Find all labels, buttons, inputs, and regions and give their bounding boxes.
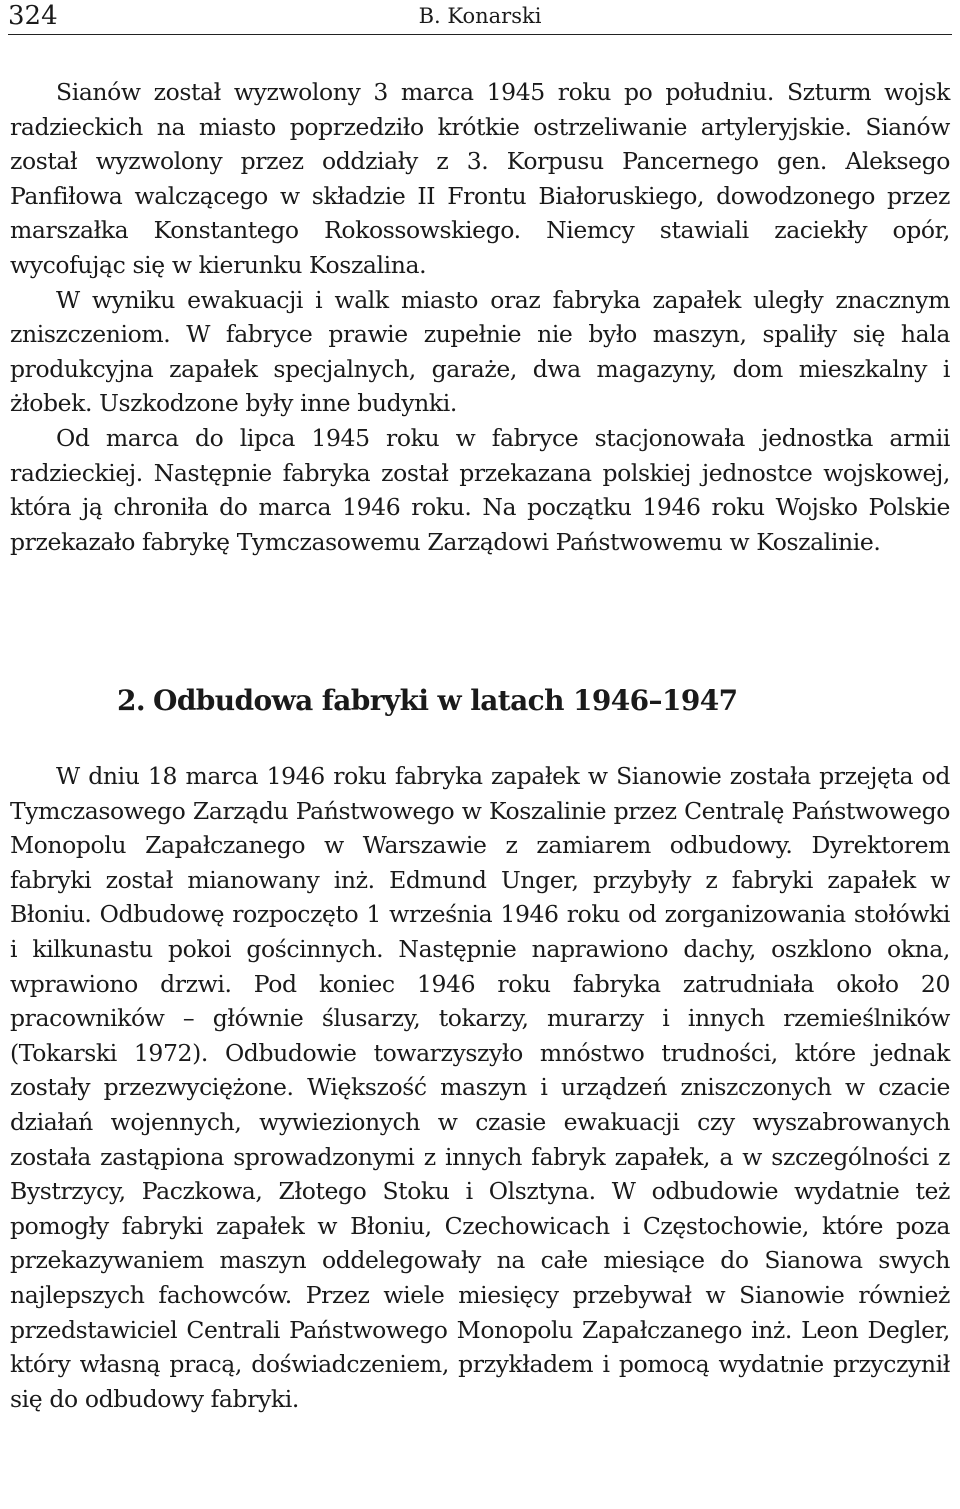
- section-title: Odbudowa fabryki w latach 1946–1947: [153, 684, 738, 717]
- paragraph: Sianów został wyzwolony 3 marca 1945 roku po południu. Szturm wojsk radzieckich na miasto poprzedziło krótkie ostrzeliwanie artyleryjskie. Sianów został wyzwolony przez oddziały z 3. Korpusu Pancernego gen. Aleksego Panfiłowa walczącego w składzie II Frontu Białoruskiego, dowodzonego przez marszałka Konstantego Rokossowskiego. Niemcy stawiali zaciekły opór, wycofując się w kierunku Koszalina.: [10, 78, 950, 279]
- paragraph: Od marca do lipca 1945 roku w fabryce stacjonowała jednostka armii radzieckiej. Następnie fabryka został przekazana polskiej jednostce wojskowej, która ją chroniła do marca 1946 roku. Na początku 1946 roku Wojsko Polskie przekazało fabrykę Tymczasowemu Zarządowi Państwowemu w Koszalinie.: [10, 423, 950, 556]
- section-heading: [117, 683, 737, 719]
- section-number: 2.: [117, 684, 146, 717]
- section-body-text: [10, 759, 950, 1416]
- page-header: [8, 0, 952, 35]
- body-text-block: [10, 75, 950, 559]
- paragraph: W dniu 18 marca 1946 roku fabryka zapałek w Sianowie została przejęta od Tymczasowego Zarządu Państwowego w Koszalinie przez Centralę Państwowego Monopolu Zapałczanego w Warszawie z zamiarem odbudowy. Dyrektorem fabryki został mianowany inż. Edmund Unger, przybyły z fabryki zapałek w Błoniu. Odbudowę rozpoczęto 1 września 1946 roku od zorganizowania stołówki i kilkunastu pokoi gościnnych. Następnie naprawiono dachy, oszklono okna, wprawiono drzwi. Pod koniec 1946 roku fabryka zatrudniała około 20 pracowników – głównie ślusarzy, tokarzy, murarzy i innych rzemieślników (Tokarski 1972). Odbudowie towarzyszyło mnóstwo trudności, które jednak zostały przezwyciężone. Większość maszyn i urządzeń zniszczonych w czacie działań wojennych, wywiezionych w czasie ewakuacji czy wyszabrowanych została zastąpiona sprowadzonymi z innych fabryk zapałek, a w szczególności z Bystrzycy, Paczkowa, Złotego Stoku i Olsztyna. W odbudowie wydatnie też pomogły fabryki zapałek w Błoniu, Czechowicach i Częstochowie, które poza przekazywaniem maszyn oddelegowały na całe miesiące do Sianowa swych najlepszych fachowców. Przez wiele miesięcy przebywał w Sianowie również przedstawiciel Centrali Państwowego Monopolu Zapałczanego inż. Leon Degler, który własną pracą, doświadczeniem, przykładem i pomocą wydatnie przyczynił się do odbudowy fabryki.: [10, 762, 950, 1413]
- page-number: 324: [8, 1, 58, 31]
- running-head: B. Konarski: [418, 4, 542, 28]
- paragraph: W wyniku ewakuacji i walk miasto oraz fabryka zapałek uległy znacznym zniszczeniom. W fabryce prawie zupełnie nie było maszyn, spaliły się hala produkcyjna zapałek specjalnych, garaże, dwa magazyny, dom mieszkalny i żłobek. Uszkodzone były inne budynki.: [10, 285, 950, 418]
